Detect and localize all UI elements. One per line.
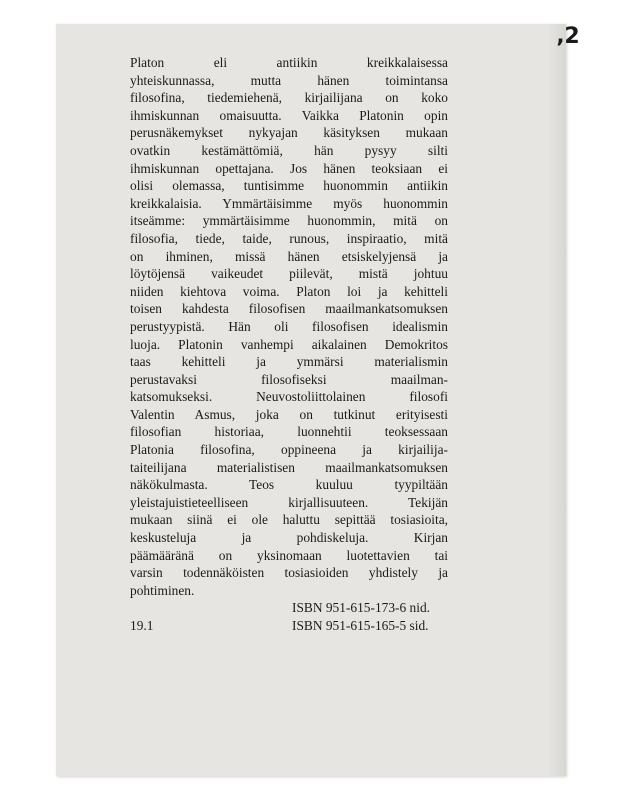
blurb-line: perustyypistä. Hän oli filosofisen idealismin <box>130 318 448 334</box>
blurb-line: mukaan siinä ei ole haluttu sepittää tosiasioita, <box>130 512 448 528</box>
blurb-line: päämääränä on yksinomaan luotettavien tai <box>130 547 448 563</box>
blurb-line: varsin todennäköisten tosiasioiden yhdistely ja <box>130 565 448 581</box>
blurb-line: ihmiskunnan omaisuutta. Vaikka Platonin opin <box>130 107 448 123</box>
blurb-line: filosofina, tiedemiehenä, kirjailijana on koko <box>130 90 448 106</box>
isbn-paperback: ISBN 951-615-173-6 nid. <box>292 600 430 615</box>
blurb-line: kreikkalaisia. Ymmärtäisimme myös huonommin <box>130 195 448 211</box>
blurb-line: Valentin Asmus, joka on tutkinut erityisesti <box>130 406 448 422</box>
blurb-line: perustavaksi filosofiseksi maailman- <box>130 371 448 387</box>
blurb-line: olisi olemassa, tuntisimme huonommin antiikin <box>130 178 448 194</box>
blurb-line: löytöjensä vaikeudet piilevät, mistä johtuu <box>130 266 448 282</box>
blurb-line: ihmiskunnan opettajana. Jos hänen teoksiaan ei <box>130 160 448 176</box>
blurb-line: Platonia filosofina, oppineena ja kirjailija- <box>130 442 448 458</box>
blurb-line: katsomukseksi. Neuvostoliittolainen filosofi <box>130 389 448 405</box>
blurb-line: ovatkin kestämättömiä, hän pysyy silti <box>130 142 448 158</box>
blurb-line: taas kehitteli ja ymmärsi materialismin <box>130 354 448 370</box>
cover-spine-edge <box>548 24 566 776</box>
blurb-line: taiteilijana materialistisen maailmankatsomuksen <box>130 459 448 475</box>
blurb-line: niiden kiehtova voima. Platon loi ja kehitteli <box>130 283 448 299</box>
blurb-line: on ihminen, missä hänen etsiskelyjensä ja <box>130 248 448 264</box>
blurb-line: perusnäkemykset nykyajan käsityksen mukaan <box>130 125 448 141</box>
blurb-line: filosofian historiaa, luonnehtii teoksessaan <box>130 424 448 440</box>
blurb-line: keskusteluja ja pohdiskeluja. Kirjan <box>130 530 448 546</box>
blurb-line: pohtiminen. <box>130 582 195 598</box>
blurb-line: toisen kahdesta filosofisen maailmankatsomuksen <box>130 301 448 317</box>
blurb-line: yleistajuistieteelliseen kirjallisuuteen. Tekijän <box>130 494 448 510</box>
blurb-text <box>130 54 448 599</box>
blurb-line: yhteiskunnassa, mutta hänen toimintansa <box>130 72 448 88</box>
classification-code: 19.1 <box>130 618 154 633</box>
isbn-hardcover: ISBN 951-615-165-5 sid. <box>292 618 429 633</box>
blurb-line: näkökulmasta. Teos kuuluu tyypiltään <box>130 477 448 493</box>
blurb-line: filosofia, tiede, taide, runous, inspiraatio, mitä <box>130 230 448 246</box>
torn-corner-mark: ‚2 <box>556 24 580 49</box>
blurb-line: Platon eli antiikin kreikkalaisessa <box>130 55 448 70</box>
blurb-line: luoja. Platonin vanhempi aikalainen Demokritos <box>130 336 448 352</box>
blurb-line: itseämme: ymmärtäisimme huonommin, mitä on <box>130 213 448 229</box>
